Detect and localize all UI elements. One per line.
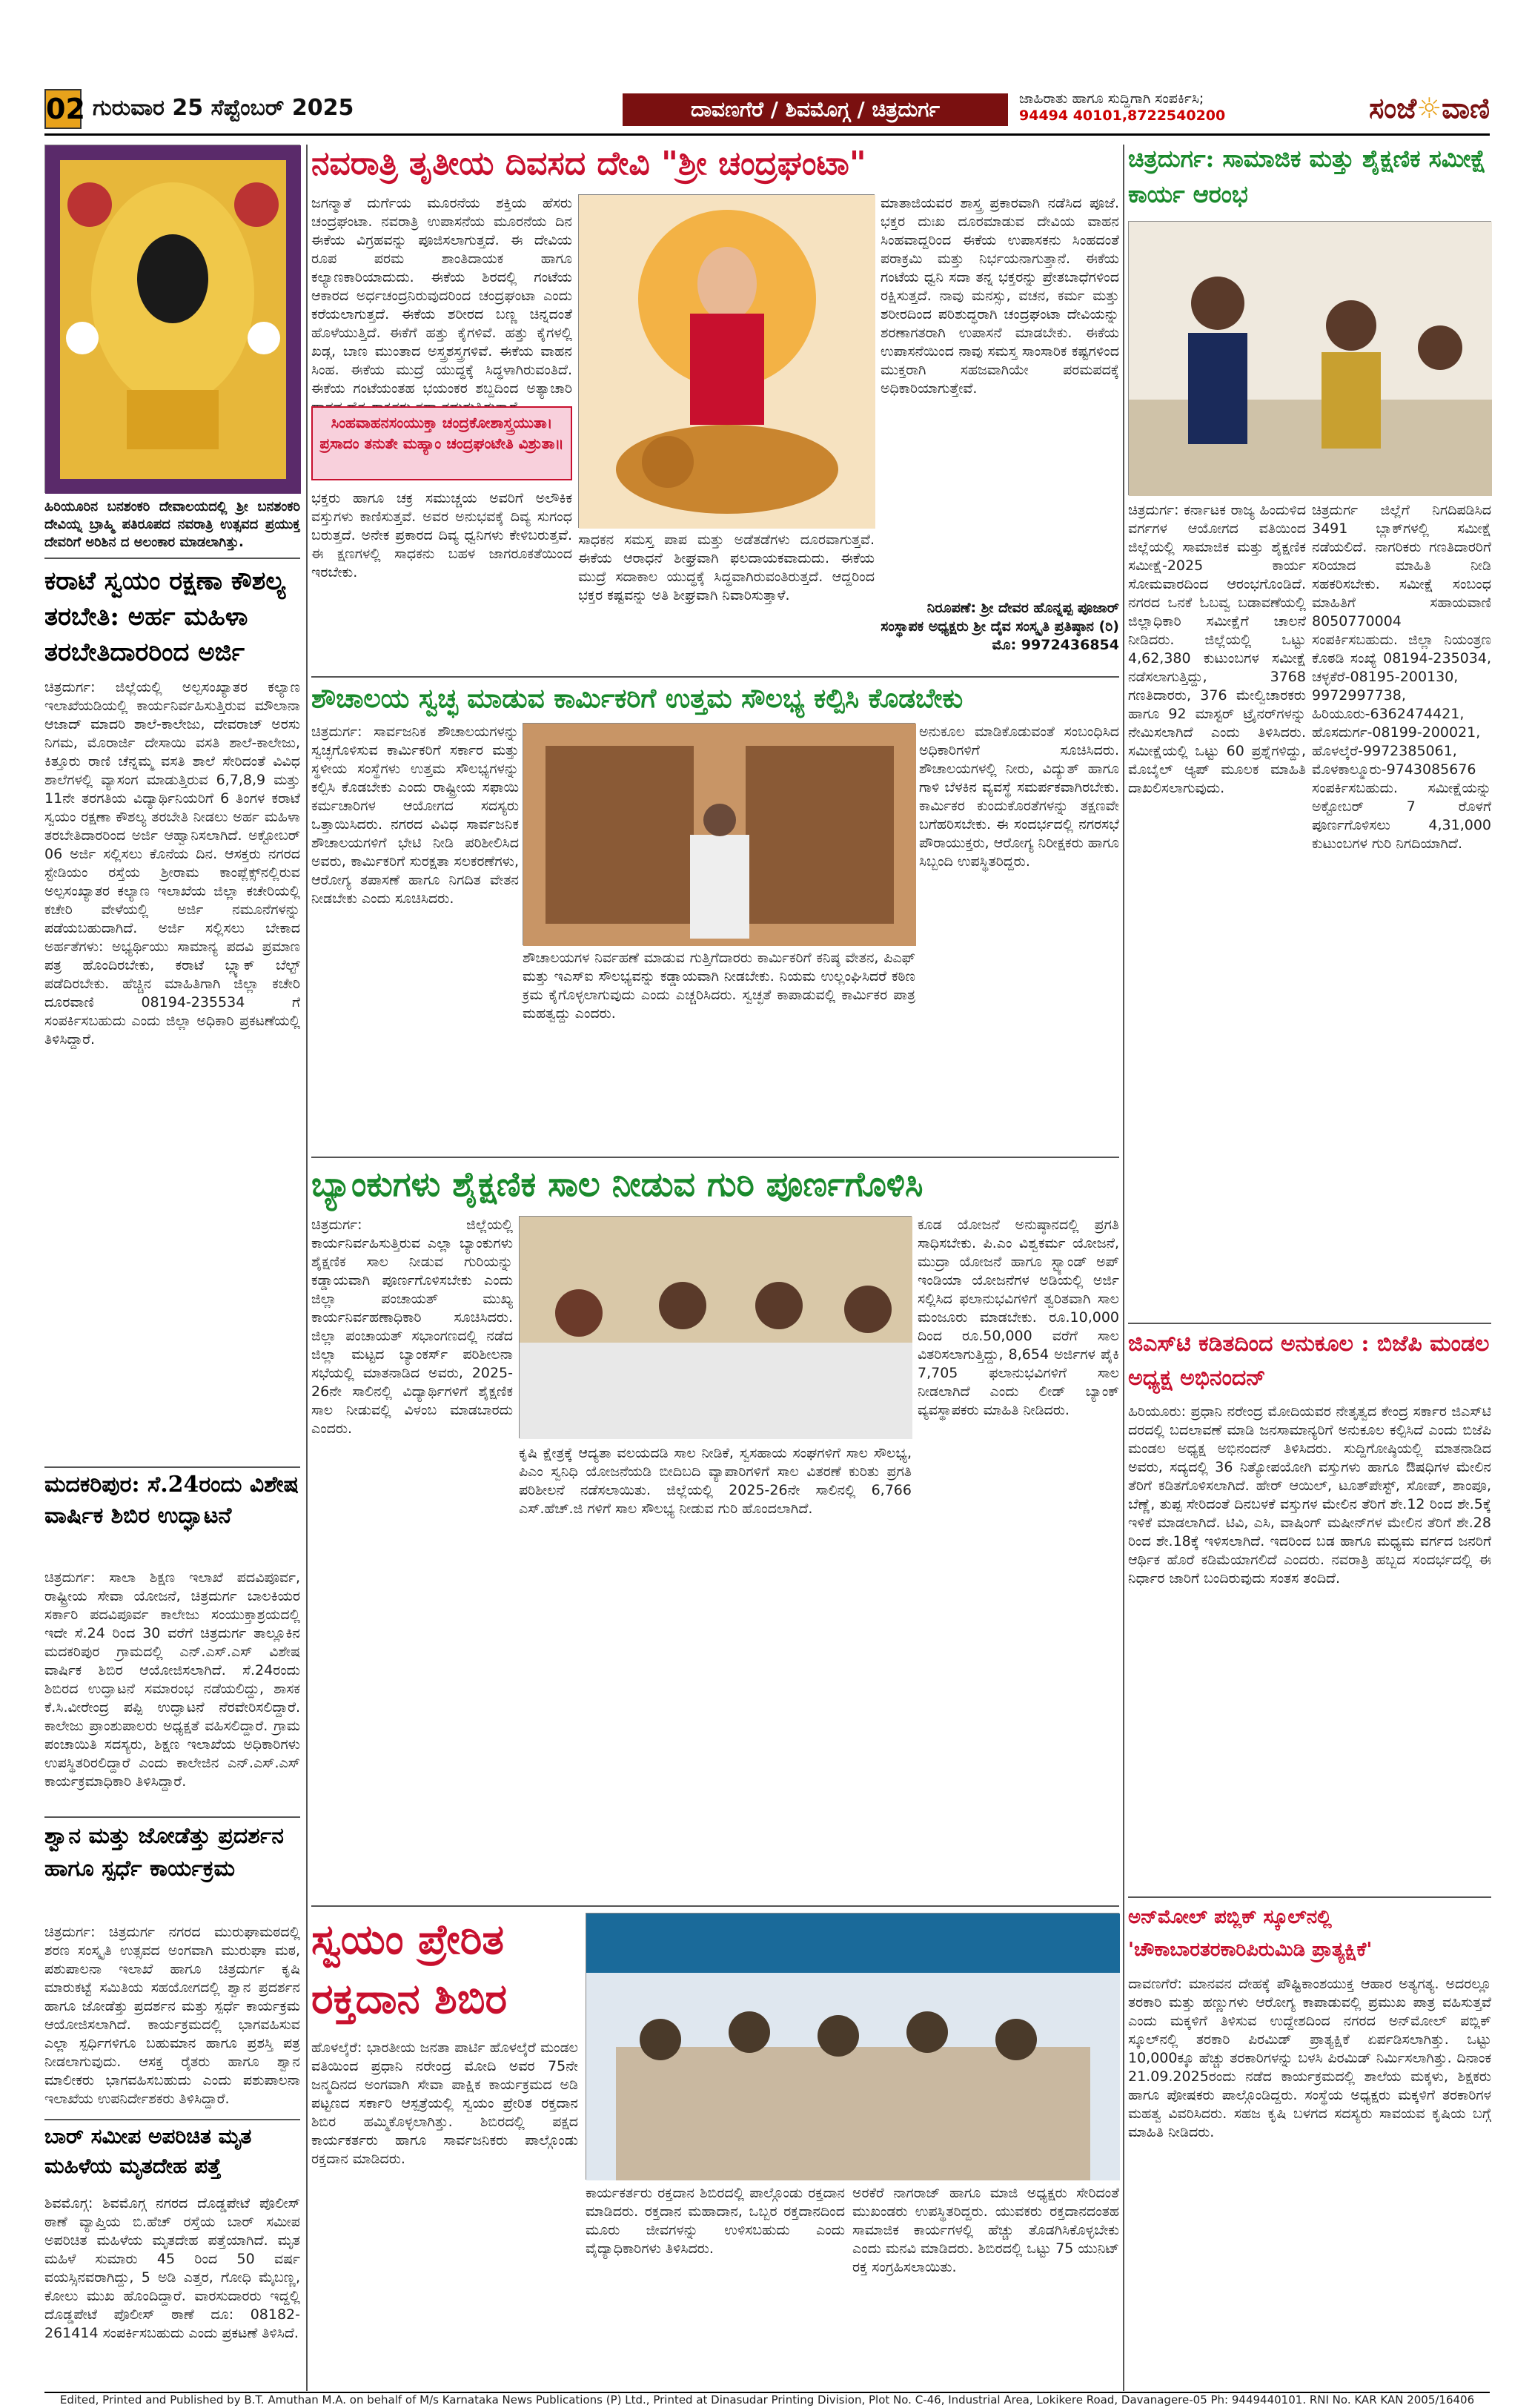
story-c-body-3: ಕೂಡ ಯೋಜನೆ ಅನುಷ್ಠಾನದಲ್ಲಿ ಪ್ರಗತಿ ಸಾಧಿಸಬೇಕು. ಪಿ.ಎಂ ವಿಶ್ವಕರ್ಮ ಯೋಜನೆ, ಮುದ್ರಾ ಯೋಜನೆ ಹಾಗೂ ಸ್ಟ್ಯಾಂಡ್ ಅಪ್ ಇಂಡಿಯಾ ಯೋಜನೆಗಳ ಅಡಿಯಲ್ಲಿ ಅರ್ಜಿ ಸಲ್ಲಿಸಿದ ಫಲಾನುಭವಿಗಳಿಗೆ ತ್ವರಿತವಾಗಿ ಸಾಲ ಮಂಜೂರು ಮಾಡಬೇಕು. ರೂ.10,000 ದಿಂದ ರೂ.50,000 ವರೆಗೆ ಸಾಲ ವಿತರಿಸಲಾಗುತ್ತಿದ್ದು, 8,654 ಅರ್ಜಿಗಳ ಪೈಕಿ 7,705 ಫಲಾನುಭವಿಗಳಿಗೆ ಸಾಲ ನೀಡಲಾಗಿದೆ ಎಂದು ಲೀಡ್ ಬ್ಯಾಂಕ್ ವ್ಯವಸ್ಥಾಪಕರು ಮಾಹಿತಿ ನೀಡಿದರು. (918, 1217, 1119, 1418)
left-story4-body: ಶಿವಮೊಗ್ಗ: ಶಿವಮೊಗ್ಗ ನಗರದ ದೊಡ್ಡಪೇಟೆ ಪೊಲೀಸ್ ಠಾಣೆ ವ್ಯಾಪ್ತಿಯ ಬಿ.ಹೆಚ್ ರಸ್ತೆಯ ಬಾರ್ ಸಮೀಪ ಅಪರಿಚಿತ ಮಹಿಳೆಯ ಮೃತದೇಹ ಪತ್ತೆಯಾಗಿದೆ. ಮೃತ ಮಹಿಳೆ ಸುಮಾರು 45 ರಿಂದ 50 ವರ್ಷ ವಯಸ್ಸಿನವರಾಗಿದ್ದು, 5 ಅಡಿ ಎತ್ತರ, ಗೋಧಿ ಮೈಬಣ್ಣ, ಕೋಲು ಮುಖ ಹೊಂದಿದ್ದಾರೆ. ವಾರಸುದಾರರು ಇದ್ದಲ್ಲಿ ದೊಡ್ಡಪೇಟೆ ಪೊಲೀಸ್ ಠಾಣೆ ದೂ: 08182-261414 ಸಂಪರ್ಕಿಸಬಹುದು ಎಂದು ಪ್ರಕಟಣೆ ತಿಳಿಸಿದೆ. (44, 2195, 300, 2341)
ad-phone: 94494 40101,8722540200 (1019, 108, 1226, 124)
main-body-col1b: ಭಕ್ತರು ಹಾಗೂ ಚಕ್ರ ಸಮುಚ್ಚಯ ಅವರಿಗೆ ಅಲೌಕಿಕ ವಸ್ತುಗಳು ಕಾಣಿಸುತ್ತವೆ. ಅವರ ಅನುಭವಕ್ಕೆ ದಿವ್ಯ ಸುಗಂಧ ಬರುತ್ತದೆ. ಅನೇಕ ಪ್ರಕಾರದ ದಿವ್ಯ ಧ್ವನಿಗಳು ಕೇಳಿಬರುತ್ತವೆ. ಈ ಕ್ಷಣಗಳಲ್ಲಿ ಸಾಧಕನು ಬಹಳ ಜಾಗರೂಕತೆಯಿಂದ ಇರಬೇಕು. (311, 490, 572, 580)
left-story2-headline: ಮದಕರಿಪುರ: ಸೆ.24ರಂದು ವಿಶೇಷ ವಾರ್ಷಿಕ ಶಿಬಿರ ಉದ್ಘಾಟನೆ (44, 1472, 299, 1529)
main-body-col1: ಜಗನ್ಮಾತೆ ದುರ್ಗೆಯ ಮೂರನೆಯ ಶಕ್ತಿಯ ಹೆಸರು ಚಂದ್ರಘಂಟಾ. ನವರಾತ್ರಿ ಉಪಾಸನೆಯ ಮೂರನೆಯ ದಿನ ಈಕೆಯ ವಿಗ್ರಹವನ್ನು ಪೂಜಿಸಲಾಗುತ್ತದೆ. ಈ ದೇವಿಯ ರೂಪ ಪರಮ ಶಾಂತಿದಾಯಕ ಹಾಗೂ ಕಲ್ಯಾಣಕಾರಿಯಾದುದು. ಈಕೆಯ ಶಿರದಲ್ಲಿ ಗಂಟೆಯ ಆಕಾರದ ಅರ್ಧಚಂದ್ರನಿರುವುದರಿಂದ ಚಂದ್ರಘಂಟಾ ಎಂದು ಕರೆಯಲಾಗುತ್ತದೆ. ಈಕೆಯ ಶರೀರದ ಬಣ್ಣ ಚಿನ್ನದಂತೆ ಹೊಳೆಯುತ್ತಿದೆ. ಈಕೆಗೆ ಹತ್ತು ಕೈಗಳಿವೆ. ಹತ್ತು ಕೈಗಳಲ್ಲಿ ಖಡ್ಗ, ಬಾಣ ಮುಂತಾದ ಅಸ್ತ್ರಶಸ್ತ್ರಗಳಿವೆ. ಈಕೆಯ ವಾಹನ ಸಿಂಹ. ಈಕೆಯ ಮುದ್ರೆ ಯುದ್ಧಕ್ಕೆ ಸಿದ್ಧಳಾಗಿರುವಂತಿದೆ. ಈಕೆಯ ಗಂಟೆಯಂತಹ ಭಯಂಕರ ಶಬ್ದದಿಂದ ಅತ್ಯಾಚಾರಿ (311, 195, 572, 397)
main-headline: ನವರಾತ್ರಿ ತೃತೀಯ ದಿವಸದ ದೇವಿ "ಶ್ರೀ ಚಂದ್ರಘಂಟಾ" (311, 145, 866, 182)
logo-sun-icon: ☼ (1416, 91, 1442, 125)
column-divider (1123, 145, 1124, 2391)
divider (44, 558, 300, 559)
divider (1128, 1896, 1491, 1898)
header-rule (44, 133, 1490, 136)
bank-meeting-graphic (520, 1217, 912, 1439)
survey-launch-graphic (1129, 222, 1492, 496)
left-story1-body: ಚಿತ್ರದುರ್ಗ: ಜಿಲ್ಲೆಯಲ್ಲಿ ಅಲ್ಪಸಂಖ್ಯಾತರ ಕಲ್ಯಾಣ ಇಲಾಖೆಯಡಿಯಲ್ಲಿ ಕಾರ್ಯನಿರ್ವಹಿಸುತ್ತಿರುವ ಮೌಲಾನಾ ಆಜಾದ್ ಮಾದರಿ ಶಾಲೆ-ಕಾಲೇಜು, ದೇವರಾಜ್ ಅರಸು ನಿಗಮ, ಮೊರಾರ್ಜಿ ದೇಸಾಯಿ ವಸತಿ ಶಾಲೆ-ಕಾಲೇಜು, ಕಿತ್ತೂರು ರಾಣಿ ಚೆನ್ನಮ್ಮ ವಸತಿ ಶಾಲೆ ಸೇರಿದಂತೆ ವಿವಿಧ ಶಾಲೆಗಳಲ್ಲಿ ವ್ಯಾಸಂಗ ಮಾಡುತ್ತಿರುವ 6,7,8,9 ಮತ್ತು 11ನೇ ತರಗತಿಯ ವಿದ್ಯಾರ್ಥಿನಿಯರಿಗೆ 6 ತಿಂಗಳ ಕರಾಟೆ ಸ್ವಯಂ ರಕ್ಷಣಾ ಕೌಶಲ್ಯ ತರಬೇತಿ ನೀಡಲು ಅರ್ಹ ಮಹಿಳಾ ತರಬೇತಿದಾರರಿಂದ ಅರ್ಜಿ ಆಹ್ವಾನಿಸಲಾಗಿದೆ. ಅಕ್ಟೋಬರ್ 06 ಅರ್ಜಿ ಸಲ್ಲಿಸಲು ಕೊನೆಯ ದಿನ. ಆಸಕ್ತರು ನಗರದ ಸ್ಟೇಡಿಯಂ ರಸ್ತೆಯ ಶ್ರೀರಾಮ ಕಾಂಪ್ಲೆಕ್ಸ್‌ನಲ್ಲಿರುವ ಅಲ್ಪಸಂಖ್ಯಾತರ ಕಲ್ಯಾಣ ಇಲಾಖೆಯ ಜಿಲ್ಲಾ ಕಚೇರಿಯಲ್ಲಿ ಕಚೇರಿ ವೇಳೆಯಲ್ಲಿ ಅರ್ಜಿ ನಮೂನೆಗಳನ್ನು ಪಡೆಯಬಹುದಾಗಿದೆ. ಅರ್ಜಿ ಸಲ್ಲಿಸಲು ಬೇಕಾದ ಅರ್ಹತೆಗಳು: ಅಭ್ಯರ್ಥಿಯು ಸಾಮಾನ್ಯ ಪದವಿ ಪ್ರಮಾಣ ಪತ್ರ ಹೊಂದಿರಬೇಕು, ಕರಾಟೆ ಬ್ಲ್ಯಾಕ್ ಬೆಲ್ಟ್ ಪಡೆದಿರಬೇಕು. ಹೆಚ್ಚಿನ ಮಾಹಿತಿಗಾಗಿ ಜಿಲ್ಲಾ ಕಚೇರಿ ದೂರವಾಣಿ 08194-235534 ಗೆ ಸಂಪರ್ಕಿಸಬಹುದು ಎಂದು ಜಿಲ್ಲಾ ಅಧಿಕಾರಿ ಪ್ರಕಟಣೆಯಲ್ಲಿ ತಿಳಿಸಿದ್ದಾರೆ. (44, 679, 300, 1048)
masthead-logo (1304, 87, 1490, 130)
ad-contact (1019, 90, 1301, 128)
left-story3-headline: ಶ್ವಾನ ಮತ್ತು ಜೋಡೆತ್ತು ಪ್ರದರ್ಶನ ಹಾಗೂ ಸ್ಪರ್ಧೆ ಕಾರ್ಯಕ್ರಮ (44, 1823, 284, 1882)
story-b-headline: ಶೌಚಾಲಯ ಸ್ವಚ್ಛ ಮಾಡುವ ಕಾರ್ಮಿಕರಿಗೆ ಉತ್ತಮ ಸೌಲಭ್ಯ ಕಲ್ಪಿಸಿ ಕೊಡಬೇಕು (311, 683, 964, 714)
toilet-inspection-graphic (523, 724, 916, 946)
story-c-body-2: ಕೃಷಿ ಕ್ಷೇತ್ರಕ್ಕೆ ಆದ್ಯತಾ ವಲಯದಡಿ ಸಾಲ ನೀಡಿಕೆ, ಸ್ವಸಹಾಯ ಸಂಘಗಳಿಗೆ ಸಾಲ ಸೌಲಭ್ಯ, ಪಿಎಂ ಸ್ವನಿಧಿ ಯೋಜನೆಯಡಿ ಬೀದಿಬದಿ ವ್ಯಾಪಾರಿಗಳಿಗೆ ಸಾಲ ವಿತರಣೆ ಕುರಿತು ಪ್ರಗತಿ ಪರಿಶೀಲನೆ ನಡೆಸಲಾಯಿತು. ಜಿಲ್ಲೆಯಲ್ಲಿ 2025-26ನೇ ಸಾಲಿನಲ್ಲಿ 6,766 ಎಸ್.ಹೆಚ್.ಜಿ ಗಳಿಗೆ ಸಾಲ ಸೌಲಭ್ಯ ನೀಡುವ ಗುರಿ ಹೊಂದಲಾಗಿದೆ. (519, 1445, 912, 1517)
column-divider (306, 145, 308, 2391)
left-story1-headline: ಕರಾಟೆ ಸ್ವಯಂ ರಕ್ಷಣಾ ಕೌಶಲ್ಯ ತರಬೇತಿ: ಅರ್ಹ ಮಹಿಳಾ ತರಬೇತಿದಾರರಿಂದ ಅರ್ಜಿ (44, 566, 286, 667)
region-banner: ದಾವಣಗೆರೆ / ಶಿವಮೊಗ್ಗ / ಚಿತ್ರದುರ್ಗ (623, 93, 1008, 126)
byline-org: ಸಂಸ್ಥಾಪಕ ಅಧ್ಯಕ್ಷರು ಶ್ರೀ ದೈವ ಸಂಸ್ಕೃತಿ ಪ್ರತಿಷ್ಠಾನ (ರಿ) (881, 618, 1119, 635)
story-d-headline: ಸ್ವಯಂ ಪ್ರೇರಿತ ರಕ್ತದಾನ ಶಿಬಿರ (311, 1915, 508, 2023)
byline-author: ನಿರೂಪಣೆ: ಶ್ರೀ ದೇವರ ಹೊನ್ನಪ್ಪ ಪೂಜಾರ್ (926, 600, 1119, 616)
ad-label: ಜಾಹಿರಾತು ಹಾಗೂ ಸುದ್ದಿಗಾಗಿ ಸಂಪರ್ಕಿಸಿ; (1019, 90, 1204, 107)
left-story2-body: ಚಿತ್ರದುರ್ಗ: ಸಾಲಾ ಶಿಕ್ಷಣ ಇಲಾಖೆ ಪದವಿಪೂರ್ವ, ರಾಷ್ಟ್ರೀಯ ಸೇವಾ ಯೋಜನೆ, ಚಿತ್ರದುರ್ಗ ಬಾಲಕಿಯರ ಸರ್ಕಾರಿ ಪದವಿಪೂರ್ವ ಕಾಲೇಜು ಸಂಯುಕ್ತಾಶ್ರಯದಲ್ಲಿ ಇದೇ ಸೆ.24 ರಿಂದ 30 ವರೆಗೆ ಚಿತ್ರದುರ್ಗ ತಾಲ್ಲೂಕಿನ ಮದಕರಿಪುರ ಗ್ರಾಮದಲ್ಲಿ ಎನ್.ಎಸ್.ಎಸ್ ವಿಶೇಷ ವಾರ್ಷಿಕ ಶಿಬಿರ ಆಯೋಜಿಸಲಾಗಿದೆ. ಸೆ.24ರಂದು ಶಿಬಿರದ ಉದ್ಘಾಟನೆ ಸಮಾರಂಭ ನಡೆಯಲಿದ್ದು, ಶಾಸಕ ಕೆ.ಸಿ.ವೀರೇಂದ್ರ ಪಪ್ಪಿ ಉದ್ಘಾಟನೆ ನೆರವೇರಿಸಲಿದ್ದಾರೆ. ಕಾಲೇಜು ಪ್ರಾಂಶುಪಾಲರು ಅಧ್ಯಕ್ಷತೆ ವಹಿಸಲಿದ್ದಾರೆ. ಗ್ರಾಮ ಪಂಚಾಯಿತಿ ಸದಸ್ಯರು, ಶಿಕ್ಷಣ ಇಲಾಖೆಯ ಅಧಿಕಾರಿಗಳು ಉಪಸ್ಥಿತರಿರಲಿದ್ದಾರೆ ಎಂದು ಕಾಲೇಜಿನ ಎನ್.ಎಸ್.ಎಸ್ ಕಾರ್ಯಕ್ರಮಾಧಿಕಾರಿ ತಿಳಿಸಿದ್ದಾರೆ. (44, 1570, 300, 1790)
right-story2-body: ಹಿರಿಯೂರು: ಪ್ರಧಾನಿ ನರೇಂದ್ರ ಮೋದಿಯವರ ನೇತೃತ್ವದ ಕೇಂದ್ರ ಸರ್ಕಾರ ಜಿಎಸ್‌ಟಿ ದರದಲ್ಲಿ ಬದಲಾವಣೆ ಮಾಡಿ ಜನಸಾಮಾನ್ಯರಿಗೆ ಅನುಕೂಲ ಕಲ್ಪಿಸಿದೆ ಎಂದು ಬಿಜೆಪಿ ಮಂಡಲ ಅಧ್ಯಕ್ಷ ಅಭಿನಂದನ್ ತಿಳಿಸಿದರು. ಸುದ್ದಿಗೋಷ್ಠಿಯಲ್ಲಿ ಮಾತನಾಡಿದ ಅವರು, ಸದ್ಯದಲ್ಲಿ 36 ನಿತ್ಯೋಪಯೋಗಿ ವಸ್ತುಗಳು ಹಾಗೂ ಔಷಧಿಗಳ ಮೇಲಿನ ತೆರಿಗೆ ಕಡಿತಗೊಳಿಸಲಾಗಿದೆ. ಹೇರ್ ಆಯಿಲ್, ಟೂತ್‌ಪೇಸ್ಟ್, ಸೋಪ್, ಶಾಂಪೂ, ಬೆಣ್ಣೆ, ತುಪ್ಪ ಸೇರಿದಂತೆ ದಿನಬಳಕೆ ವಸ್ತುಗಳ ಮೇಲಿನ ತೆರಿಗೆ ಶೇ.12 ರಿಂದ ಶೇ.5ಕ್ಕೆ ಇಳಿಕೆ ಮಾಡಲಾಗಿದೆ. ಟಿವಿ, ಎಸಿ, ವಾಷಿಂಗ್ ಮಷೀನ್‌ಗಳ ಮೇಲಿನ ತೆರಿಗೆ ಶೇ.28 ರಿಂದ ಶೇ.18ಕ್ಕೆ ಇಳಿಸಲಾಗಿದೆ. ಇದರಿಂದ ಬಡ ಹಾಗೂ ಮಧ್ಯಮ ವರ್ಗದ ಜನರಿಗೆ ಆರ್ಥಿಕ ಹೊರೆ ಕಡಿಮೆಯಾಗಲಿದೆ ಎಂದರು. ನವರಾತ್ರಿ ಹಬ್ಬದ ಸಂದರ್ಭದಲ್ಲಿ ಈ ನಿರ್ಧಾರ ಜಾರಿಗೆ ಬಂದಿರುವುದು ಸಂತಸ ತಂದಿದೆ. (1128, 1403, 1491, 1587)
goddess-photo (44, 145, 300, 493)
left-story4-headline: ಬಾರ್ ಸಮೀಪ ಅಪರಿಚಿತ ಮೃತ ಮಹಿಳೆಯ ಮೃತದೇಹ ಪತ್ತೆ (44, 2124, 252, 2178)
chandraghanta-image (578, 194, 875, 528)
goddess-photo-graphic (45, 145, 301, 494)
main-body-col2: ಸಾಧಕನ ಸಮಸ್ತ ಪಾಪ ಮತ್ತು ಅಡೆತಡೆಗಳು ದೂರವಾಗುತ್ತವೆ. ಈಕೆಯ ಆರಾಧನೆ ಶೀಘ್ರವಾಗಿ ಫಲದಾಯಕವಾದುದು. ಈಕೆಯ ಮುದ್ರೆ ಸದಾಕಾಲ ಯುದ್ಧಕ್ಕೆ ಸಿದ್ಧವಾಗಿರುವಂತಿರುತ್ತದೆ. ಆದ್ದರಿಂದ ಭಕ್ತರ ಕಷ್ಟವನ್ನು ಅತಿ ಶೀಘ್ರವಾಗಿ ನಿವಾರಿಸುತ್ತಾಳೆ. (578, 532, 875, 603)
right-story1-body-1: ಚಿತ್ರದುರ್ಗ: ಕರ್ನಾಟಕ ರಾಜ್ಯ ಹಿಂದುಳಿದ ವರ್ಗಗಳ ಆಯೋಗದ ವತಿಯಿಂದ ಜಿಲ್ಲೆಯಲ್ಲಿ ಸಾಮಾಜಿಕ ಮತ್ತು ಶೈಕ್ಷಣಿಕ ಸಮೀಕ್ಷೆ-2025 ಕಾರ್ಯ ಸೋಮವಾರದಿಂದ ಆರಂಭಗೊಂಡಿದೆ. ನಗರದ ಒನಕೆ ಓಬವ್ವ ಬಡಾವಣೆಯಲ್ಲಿ ಜಿಲ್ಲಾಧಿಕಾರಿ ಸಮೀಕ್ಷೆಗೆ ಚಾಲನೆ ನೀಡಿದರು. ಜಿಲ್ಲೆಯಲ್ಲಿ ಒಟ್ಟು 4,62,380 ಕುಟುಂಬಗಳ ಸಮೀಕ್ಷೆ ನಡೆಸಲಾಗುತ್ತಿದ್ದು, 3768 ಗಣತಿದಾರರು, 376 ಮೇಲ್ವಿಚಾರಕರು ಹಾಗೂ 92 ಮಾಸ್ಟರ್ ಟ್ರೈನರ್‌ಗಳನ್ನು ನೇಮಿಸಲಾಗಿದೆ ಎಂದು ತಿಳಿಸಿದರು. ಸಮೀಕ್ಷೆಯಲ್ಲಿ ಒಟ್ಟು 60 ಪ್ರಶ್ನೆಗಳಿದ್ದು, ಮೊಬೈಲ್ ಆ್ಯಪ್ ಮೂಲಕ ಮಾಹಿತಿ ದಾಖಲಿಸಲಾಗುವುದು. (1128, 502, 1306, 796)
logo-left: ಸಂಜೆ (1369, 91, 1417, 125)
right-story3-headline: ಅನ್‌ಮೋಲ್ ಪಬ್ಲಿಕ್ ಸ್ಕೂಲ್‌ನಲ್ಲಿ 'ಚೌಕಾಬಾರತರಕಾರಿಪಿರುಮಿಡಿ ಪ್ರಾತ್ಯಕ್ಷಿಕೆ' (1128, 1906, 1373, 1961)
story-b-body-1: ಚಿತ್ರದುರ್ಗ: ಸಾರ್ವಜನಿಕ ಶೌಚಾಲಯಗಳನ್ನು ಸ್ವಚ್ಛಗೊಳಿಸುವ ಕಾರ್ಮಿಕರಿಗೆ ಸರ್ಕಾರ ಮತ್ತು ಸ್ಥಳೀಯ ಸಂಸ್ಥೆಗಳು ಉತ್ತಮ ಸೌಲಭ್ಯಗಳನ್ನು ಕಲ್ಪಿಸಿ ಕೊಡಬೇಕು ಎಂದು ರಾಷ್ಟ್ರೀಯ ಸಫಾಯಿ ಕರ್ಮಚಾರಿಗಳ ಆಯೋಗದ ಸದಸ್ಯರು ಒತ್ತಾಯಿಸಿದರು. ನಗರದ ವಿವಿಧ ಸಾರ್ವಜನಿಕ ಶೌಚಾಲಯಗಳಿಗೆ ಭೇಟಿ ನೀಡಿ ಪರಿಶೀಲಿಸಿದ ಅವರು, ಕಾರ್ಮಿಕರಿಗೆ ಸುರಕ್ಷತಾ ಸಲಕರಣೆಗಳು, ಆರೋಗ್ಯ ತಪಾಸಣೆ ಹಾಗೂ ನಿಗದಿತ ವೇತನ ನೀಡಬೇಕು ಎಂದು ಸೂಚಿಸಿದರು. (311, 724, 519, 907)
chandraghanta-graphic (579, 195, 875, 529)
page-number: 02 (44, 89, 82, 129)
goddess-photo-caption: ಹಿರಿಯೂರಿನ ಬನಶಂಕರಿ ದೇವಾಲಯದಲ್ಲಿ ಶ್ರೀ ಬನಶಂಕರಿ ದೇವಿಯ್ನ ಬ್ರಾಹ್ಮಿ ಪತಿರೂಪದ ನವರಾತ್ರಿ ಉತ್ಸವದ ಪ್ರಯುಕ್ತ ದೇವರಿಗೆ ಅರಿಶಿನ ದ ಅಲಂಕಾರ ಮಾಡಲಾಗಿತ್ತು. (44, 499, 300, 550)
survey-launch-photo (1128, 221, 1491, 495)
divider (311, 1157, 1119, 1158)
right-story1-headline: ಚಿತ್ರದುರ್ಗ: ಸಾಮಾಜಿಕ ಮತ್ತು ಶೈಕ್ಷಣಿಕ ಸಮೀಕ್ಷೆ ಕಾರ್ಯ ಆರಂಭ (1128, 145, 1487, 208)
divider (44, 1816, 300, 1818)
right-story1-body-2: ಚಿತ್ರದುರ್ಗ ಜಿಲ್ಲೆಗೆ ನಿಗದಿಪಡಿಸಿದ 3491 ಬ್ಲಾಕ್‌ಗಳಲ್ಲಿ ಸಮೀಕ್ಷೆ ನಡೆಯಲಿದೆ. ನಾಗರಿಕರು ಗಣತಿದಾರರಿಗೆ ಸರಿಯಾದ ಮಾಹಿತಿ ನೀಡಿ ಸಹಕರಿಸಬೇಕು. ಸಮೀಕ್ಷೆ ಸಂಬಂಧ ಮಾಹಿತಿಗೆ ಸಹಾಯವಾಣಿ 8050770004 ಸಂಪರ್ಕಿಸಬಹುದು. ಜಿಲ್ಲಾ ನಿಯಂತ್ರಣ ಕೊಠಡಿ ಸಂಖ್ಯೆ 08194-235034, ಚಳ್ಳಕೆರೆ-08195-200130, 9972997738, ಹಿರಿಯೂರು-6362474421, ಹೊಸದುರ್ಗ-08199-200021, ಹೊಳಲ್ಕೆರೆ-9972385061, ಮೊಳಕಾಲ್ಮೂರು-9743085676 ಸಂಪರ್ಕಿಸಬಹುದು. ಸಮೀಕ್ಷೆಯನ್ನು ಅಕ್ಟೋಬರ್ 7 ರೊಳಗೆ ಪೂರ್ಣಗೊಳಿಸಲು 4,31,000 ಕುಟುಂಬಗಳ ಗುರಿ ನಿಗದಿಯಾಗಿದೆ. (1312, 502, 1491, 852)
story-c-headline: ಬ್ಯಾಂಕುಗಳು ಶೈಕ್ಷಣಿಕ ಸಾಲ ನೀಡುವ ಗುರಿ ಪೂರ್ಣಗೊಳಿಸಿ (311, 1164, 923, 1204)
divider (44, 1466, 300, 1468)
story-d-caption: ಕಾರ್ಯಕರ್ತರು ರಕ್ತದಾನ ಶಿಬಿರದಲ್ಲಿ ಪಾಲ್ಗೊಂಡು ರಕ್ತದಾನ ಮಾಡಿದರು. ರಕ್ತದಾನ ಮಹಾದಾನ, ಒಬ್ಬರ ರಕ್ತದಾನದಿಂದ ಮೂರು ಜೀವಗಳನ್ನು ಉಳಿಸಬಹುದು ಎಂದು ವೈದ್ಯಾಧಿಕಾರಿಗಳು ತಿಳಿಸಿದರು. (586, 2185, 845, 2257)
divider (44, 2119, 300, 2120)
byline-phone: ಮೊ: 9972436854 (992, 637, 1119, 653)
main-byline (881, 599, 1119, 673)
sloka-box: ಸಿಂಹವಾಹನಸಂಯುಕ್ತಾ ಚಂದ್ರಕೋಶಾಸ್ತ್ರಯುತಾ। ಪ್ರಸಾದಂ ತನುತೇ ಮಹ್ಯಾಂ ಚಂದ್ರಘಂಟೇತಿ ವಿಶ್ರುತಾ॥ (311, 406, 572, 480)
right-story2-headline: ಜಿಎಸ್‌ಟಿ ಕಡಿತದಿಂದ ಅನುಕೂಲ : ಬಿಜೆಪಿ ಮಂಡಲ ಅಧ್ಯಕ್ಷ ಅಭಿನಂದನ್ (1128, 1331, 1490, 1391)
toilet-inspection-photo (523, 723, 915, 945)
story-c-body-1: ಚಿತ್ರದುರ್ಗ: ಜಿಲ್ಲೆಯಲ್ಲಿ ಕಾರ್ಯನಿರ್ವಹಿಸುತ್ತಿರುವ ಎಲ್ಲಾ ಬ್ಯಾಂಕುಗಳು ಶೈಕ್ಷಣಿಕ ಸಾಲ ನೀಡುವ ಗುರಿಯನ್ನು ಕಡ್ಡಾಯವಾಗಿ ಪೂರ್ಣಗೊಳಿಸಬೇಕು ಎಂದು ಜಿಲ್ಲಾ ಪಂಚಾಯತ್ ಮುಖ್ಯ ಕಾರ್ಯನಿರ್ವಹಣಾಧಿಕಾರಿ ಸೂಚಿಸಿದರು. ಜಿಲ್ಲಾ ಪಂಚಾಯತ್ ಸಭಾಂಗಣದಲ್ಲಿ ನಡೆದ ಜಿಲ್ಲಾ ಮಟ್ಟದ ಬ್ಯಾಂಕರ್ಸ್ ಪರಿಶೀಲನಾ ಸಭೆಯಲ್ಲಿ ಮಾತನಾಡಿದ ಅವರು, 2025-26ನೇ ಸಾಲಿನಲ್ಲಿ ವಿದ್ಯಾರ್ಥಿಗಳಿಗೆ ಶೈಕ್ಷಣಿಕ ಸಾಲ ನೀಡುವಲ್ಲಿ ವಿಳಂಬ ಮಾಡಬಾರದು ಎಂದರು. (311, 1217, 513, 1437)
left-story3-body: ಚಿತ್ರದುರ್ಗ: ಚಿತ್ರದುರ್ಗ ನಗರದ ಮುರುಘಾಮಠದಲ್ಲಿ ಶರಣ ಸಂಸ್ಕೃತಿ ಉತ್ಸವದ ಅಂಗವಾಗಿ ಮುರುಘಾ ಮಠ, ಪಶುಪಾಲನಾ ಇಲಾಖೆ ಹಾಗೂ ಚಿತ್ರದುರ್ಗ ಕೃಷಿ ಮಾರುಕಟ್ಟೆ ಸಮಿತಿಯ ಸಹಯೋಗದಲ್ಲಿ ಶ್ವಾನ ಪ್ರದರ್ಶನ ಹಾಗೂ ಜೋಡೆತ್ತು ಪ್ರದರ್ಶನ ಮತ್ತು ಸ್ಪರ್ಧೆ ಕಾರ್ಯಕ್ರಮ ಆಯೋಜಿಸಲಾಗಿದೆ. ಕಾರ್ಯಕ್ರಮದಲ್ಲಿ ಭಾಗವಹಿಸುವ ಎಲ್ಲಾ ಸ್ಪರ್ಧಿಗಳಿಗೂ ಬಹುಮಾನ ಹಾಗೂ ಪ್ರಶಸ್ತಿ ಪತ್ರ ನೀಡಲಾಗುವುದು. ಆಸಕ್ತ ರೈತರು ಹಾಗೂ ಶ್ವಾನ ಮಾಲೀಕರು ಭಾಗವಹಿಸಬಹುದು ಎಂದು ಪಶುಪಾಲನಾ ಇಲಾಖೆಯ ಉಪನಿರ್ದೇಶಕರು ತಿಳಿಸಿದ್ದಾರೆ. (44, 1924, 300, 2107)
story-d-body-2: ಅರಕೆರೆ ನಾಗರಾಜ್ ಹಾಗೂ ಮಾಜಿ ಅಧ್ಯಕ್ಷರು ಸೇರಿದಂತೆ ಮುಖಂಡರು ಉಪಸ್ಥಿತರಿದ್ದರು. ಯುವಕರು ರಕ್ತದಾನದಂತಹ ಸಾಮಾಜಿಕ ಕಾರ್ಯಗಳಲ್ಲಿ ಹೆಚ್ಚು ತೊಡಗಿಸಿಕೊಳ್ಳಬೇಕು ಎಂದು ಮನವಿ ಮಾಡಿದರು. ಶಿಬಿರದಲ್ಲಿ ಒಟ್ಟು 75 ಯುನಿಟ್ ರಕ್ತ ಸಂಗ್ರಹಿಸಲಾಯಿತು. (852, 2185, 1119, 2275)
divider (311, 676, 1119, 678)
divider (311, 1905, 1119, 1907)
main-body-col3: ಮಾತಾಜಿಯವರ ಶಾಸ್ತ್ರ ಪ್ರಕಾರವಾಗಿ ನಡೆಸಿದ ಪೂಜೆ. ಭಕ್ತರ ದುಃಖ ದೂರಮಾಡುವ ದೇವಿಯ ವಾಹನ ಸಿಂಹವಾದ್ದರಿಂದ ಈಕೆಯ ಉಪಾಸಕನು ಸಿಂಹದಂತೆ ಪರಾಕ್ರಮಿ ಮತ್ತು ನಿರ್ಭಯನಾಗುತ್ತಾನೆ. ಈಕೆಯ ಗಂಟೆಯ ಧ್ವನಿ ಸದಾ ತನ್ನ ಭಕ್ತರನ್ನು ಪ್ರೇತಬಾಧೆಗಳಿಂದ ರಕ್ಷಿಸುತ್ತದೆ. ನಾವು ಮನಸ್ಸು, ವಚನ, ಕರ್ಮ ಮತ್ತು ಶರೀರದಿಂದ ಪರಿಶುದ್ಧರಾಗಿ ಚಂದ್ರಘಂಟಾ ದೇವಿಯನ್ನು ಶರಣಾಗತರಾಗಿ ಉಪಾಸನೆ ಮಾಡಬೇಕು. ಈಕೆಯ ಉಪಾಸನೆಯಿಂದ ನಾವು ಸಮಸ್ತ ಸಾಂಸಾರಿಕ ಕಷ್ಟಗಳಿಂದ ಮುಕ್ತರಾಗಿ ಸಹಜವಾಗಿಯೇ ಪರಮಪದಕ್ಕೆ ಅಧಿಕಾರಿಯಾಗುತ್ತೇವೆ. (881, 195, 1119, 397)
footer-imprint: Edited, Printed and Published by B.T. Amuthan M.A. on behalf of M/s Karnataka News Publications (P) Ltd., Printed at Dinasudar Printing Division, Plot No. C-46, Industrial Area, Lokikere Road, Davanagere-05 Ph: 9449440101. RNI No. KAR KAN 2005/16406 (59, 2393, 1475, 2407)
issue-date: ಗುರುವಾರ 25 ಸೆಪ್ಟೆಂಬರ್ 2025 (93, 95, 354, 121)
story-b-body-2: ಶೌಚಾಲಯಗಳ ನಿರ್ವಹಣೆ ಮಾಡುವ ಗುತ್ತಿಗೆದಾರರು ಕಾರ್ಮಿಕರಿಗೆ ಕನಿಷ್ಠ ವೇತನ, ಪಿಎಫ್ ಮತ್ತು ಇಎಸ್ಐ ಸೌಲಭ್ಯವನ್ನು ಕಡ್ಡಾಯವಾಗಿ ನೀಡಬೇಕು. ನಿಯಮ ಉಲ್ಲಂಘಿಸಿದರೆ ಕಠಿಣ ಕ್ರಮ ಕೈಗೊಳ್ಳಲಾಗುವುದು ಎಂದು ಎಚ್ಚರಿಸಿದರು. ಸ್ವಚ್ಛತೆ ಕಾಪಾಡುವಲ್ಲಿ ಕಾರ್ಮಿಕರ ಪಾತ್ರ ಮಹತ್ವದ್ದು ಎಂದರು. (523, 950, 915, 1022)
logo-right: ವಾಣಿ (1442, 91, 1490, 125)
story-b-body-3: ಅನುಕೂಲ ಮಾಡಿಕೊಡುವಂತೆ ಸಂಬಂಧಿಸಿದ ಅಧಿಕಾರಿಗಳಿಗೆ ಸೂಚಿಸಿದರು. ಶೌಚಾಲಯಗಳಲ್ಲಿ ನೀರು, ವಿದ್ಯುತ್ ಹಾಗೂ ಗಾಳಿ ಬೆಳಕಿನ ವ್ಯವಸ್ಥೆ ಸಮರ್ಪಕವಾಗಿರಬೇಕು. ಕಾರ್ಮಿಕರ ಕುಂದುಕೊರತೆಗಳನ್ನು ತಕ್ಷಣವೇ ಬಗೆಹರಿಸಬೇಕು. ಈ ಸಂದರ್ಭದಲ್ಲಿ ನಗರಸಭೆ ಪೌರಾಯುಕ್ತರು, ಆರೋಗ್ಯ ನಿರೀಕ್ಷಕರು ಹಾಗೂ ಸಿಬ್ಬಂದಿ ಉಪಸ್ಥಿತರಿದ್ದರು. (919, 724, 1119, 870)
blood-donation-photo (586, 1913, 1119, 2180)
story-d-body: ಹೊಳಲ್ಕೆರೆ: ಭಾರತೀಯ ಜನತಾ ಪಾರ್ಟಿ ಹೊಳಲ್ಕೆರೆ ಮಂಡಲ ವತಿಯಿಂದ ಪ್ರಧಾನಿ ನರೇಂದ್ರ ಮೋದಿ ಅವರ 75ನೇ ಜನ್ಮದಿನದ ಅಂಗವಾಗಿ ಸೇವಾ ಪಾಕ್ಷಿಕ ಕಾರ್ಯಕ್ರಮದ ಅಡಿ ಪಟ್ಟಣದ ಸರ್ಕಾರಿ ಆಸ್ಪತ್ರೆಯಲ್ಲಿ ಸ್ವಯಂ ಪ್ರೇರಿತ ರಕ್ತದಾನ ಶಿಬಿರ ಹಮ್ಮಿಕೊಳ್ಳಲಾಗಿತ್ತು. ಶಿಬಿರದಲ್ಲಿ ಪಕ್ಷದ ಕಾರ್ಯಕರ್ತರು ಹಾಗೂ ಸಾರ್ವಜನಿಕರು ಪಾಲ್ಗೊಂಡು ರಕ್ತದಾನ ಮಾಡಿದರು. (311, 2040, 578, 2167)
blood-donation-graphic (586, 1914, 1120, 2180)
divider (1128, 1323, 1491, 1324)
bank-meeting-photo (519, 1216, 912, 1438)
right-story3-body: ದಾವಣಗೆರೆ: ಮಾನವನ ದೇಹಕ್ಕೆ ಪೌಷ್ಟಿಕಾಂಶಯುಕ್ತ ಆಹಾರ ಅತ್ಯಗತ್ಯ. ಅದರಲ್ಲೂ ತರಕಾರಿ ಮತ್ತು ಹಣ್ಣುಗಳು ಆರೋಗ್ಯ ಕಾಪಾಡುವಲ್ಲಿ ಪ್ರಮುಖ ಪಾತ್ರ ವಹಿಸುತ್ತವೆ ಎಂದು ಮಕ್ಕಳಿಗೆ ತಿಳಿಸುವ ಉದ್ದೇಶದಿಂದ ನಗರದ ಅನ್‌ಮೋಲ್ ಪಬ್ಲಿಕ್ ಸ್ಕೂಲ್‌ನಲ್ಲಿ ತರಕಾರಿ ಪಿರಮಿಡ್ ಪ್ರಾತ್ಯಕ್ಷಿಕೆ ಏರ್ಪಡಿಸಲಾಗಿತ್ತು. ಒಟ್ಟು 10,000ಕ್ಕೂ ಹೆಚ್ಚು ತರಕಾರಿಗಳನ್ನು ಬಳಸಿ ಪಿರಮಿಡ್ ನಿರ್ಮಿಸಲಾಗಿತ್ತು. ದಿನಾಂಕ 21.09.2025ರಂದು ನಡೆದ ಕಾರ್ಯಕ್ರಮದಲ್ಲಿ ಶಾಲೆಯ ಮಕ್ಕಳು, ಶಿಕ್ಷಕರು ಹಾಗೂ ಪೋಷಕರು ಪಾಲ್ಗೊಂಡಿದ್ದರು. ಸಂಸ್ಥೆಯ ಅಧ್ಯಕ್ಷರು ಮಕ್ಕಳಿಗೆ ತರಕಾರಿಗಳ ಮಹತ್ವ ವಿವರಿಸಿದರು. ಸಹಜ ಕೃಷಿ ಬಳಗದ ಸದಸ್ಯರು ಸಾವಯವ ಕೃಷಿಯ ಬಗ್ಗೆ ಮಾಹಿತಿ ನೀಡಿದರು. (1128, 1976, 1491, 2140)
